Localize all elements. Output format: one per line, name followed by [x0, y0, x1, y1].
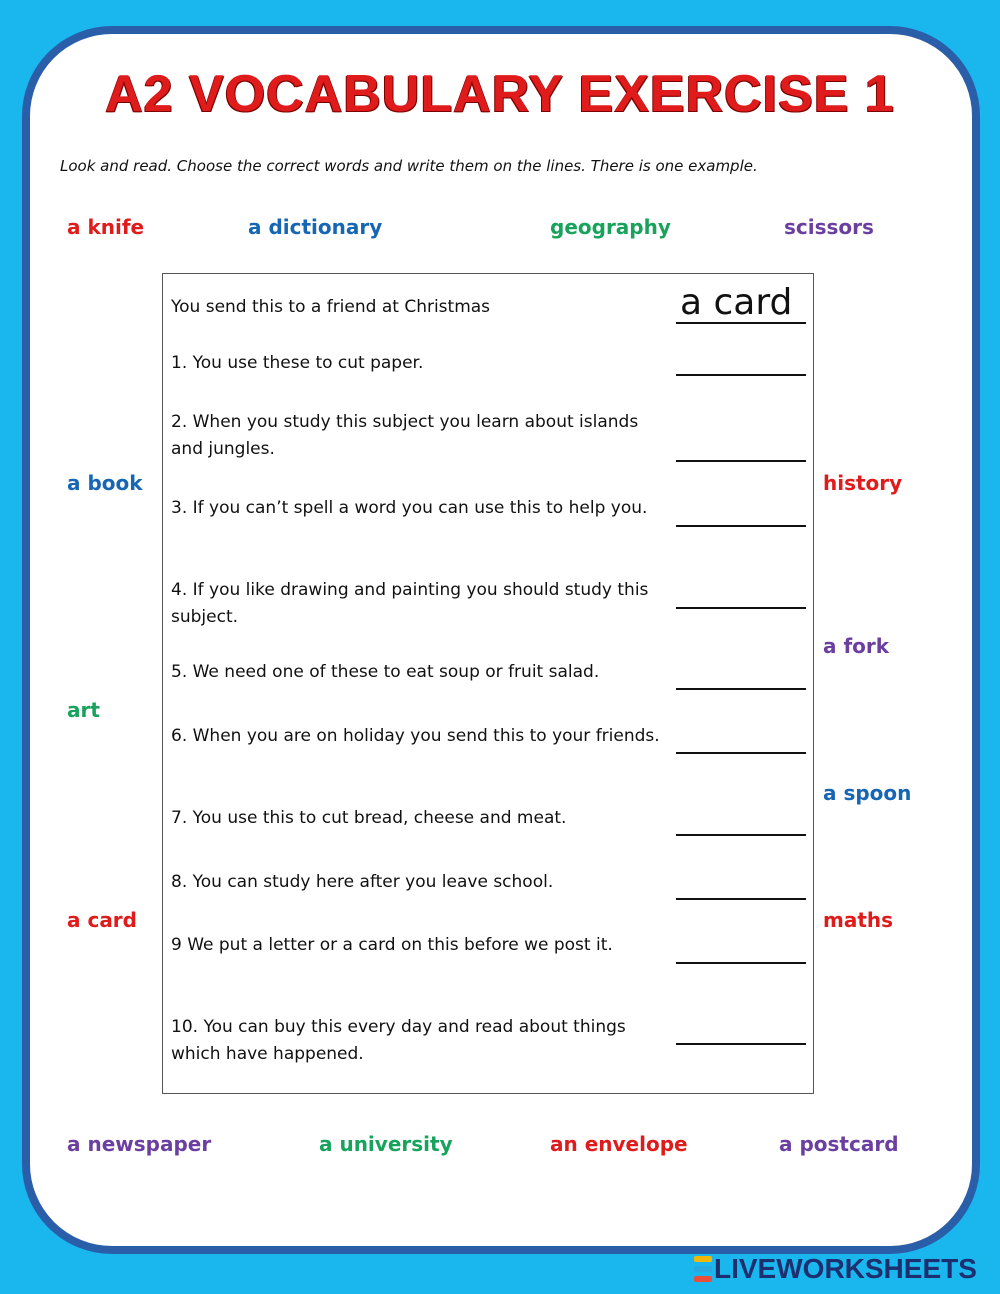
word-art: art — [67, 698, 100, 722]
liveworksheets-logo — [694, 1253, 977, 1285]
answer-line-4[interactable] — [676, 607, 806, 609]
word-spoon: a spoon — [823, 781, 912, 805]
question-7: 7. You use this to cut bread, cheese and meat. — [171, 808, 567, 828]
logo-badge-icon — [694, 1256, 712, 1282]
answer-line-10[interactable] — [676, 1043, 806, 1045]
example-question: You send this to a friend at Christmas — [171, 297, 491, 317]
word-book: a book — [67, 471, 143, 495]
word-card: a card — [67, 908, 137, 932]
word-postcard: a postcard — [779, 1132, 899, 1156]
word-dictionary: a dictionary — [248, 215, 383, 239]
answer-line-8[interactable] — [676, 898, 806, 900]
word-knife: a knife — [67, 215, 145, 239]
example-answer: a card — [680, 282, 793, 323]
answer-line-9[interactable] — [676, 962, 806, 964]
answer-line-5[interactable] — [676, 688, 806, 690]
question-4: 4. If you like drawing and painting you should study this subject. — [171, 580, 649, 627]
question-9: 9 We put a letter or a card on this before we post it. — [171, 935, 613, 955]
question-2: 2. When you study this subject you learn about islands and jungles. — [171, 412, 639, 459]
answer-line-1[interactable] — [676, 374, 806, 376]
question-8: 8. You can study here after you leave school. — [171, 872, 554, 892]
word-newspaper: a newspaper — [67, 1132, 212, 1156]
example-answer-line — [676, 322, 806, 324]
question-5: 5. We need one of these to eat soup or fruit salad. — [171, 662, 600, 682]
page-title: A2 VOCABULARY EXERCISE 1 — [105, 65, 895, 123]
question-1: 1. You use these to cut paper. — [171, 353, 424, 373]
logo-badge-bar — [694, 1256, 712, 1262]
word-fork: a fork — [823, 634, 890, 658]
answer-line-7[interactable] — [676, 834, 806, 836]
logo-badge-bar — [694, 1266, 712, 1272]
word-history: history — [823, 471, 903, 495]
answer-line-3[interactable] — [676, 525, 806, 527]
word-envelope: an envelope — [550, 1132, 688, 1156]
answer-line-2[interactable] — [676, 460, 806, 462]
word-university: a university — [319, 1132, 453, 1156]
question-3: 3. If you can’t spell a word you can use this to help you. — [171, 498, 648, 518]
answer-line-6[interactable] — [676, 752, 806, 754]
instructions: Look and read. Choose the correct words and write them on the lines. There is one example. — [60, 157, 758, 175]
word-maths: maths — [823, 908, 894, 932]
logo-text: LIVEWORKSHEETS — [714, 1253, 977, 1284]
word-geography: geography — [550, 215, 671, 239]
question-6: 6. When you are on holiday you send this to your friends. — [171, 726, 660, 746]
question-10: 10. You can buy this every day and read about things which have happened. — [171, 1017, 626, 1064]
word-scissors: scissors — [784, 215, 874, 239]
logo-badge-bar — [694, 1276, 712, 1282]
